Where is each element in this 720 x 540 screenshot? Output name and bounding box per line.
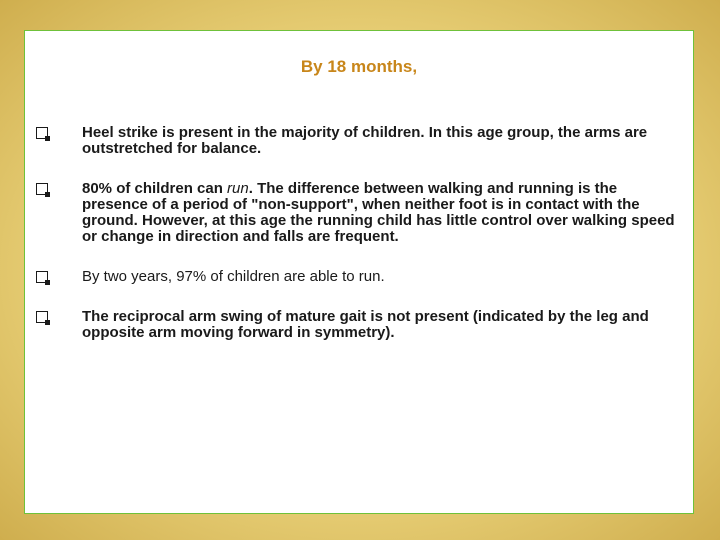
bullet-text-after: . The difference between walking and running is the presence of a period of "non-support", when neither foot is in contact with the ground. However, at this age the running child has little control over walking speed or change in direction and falls are frequent. [82, 180, 675, 245]
bullet-item [33, 125, 687, 157]
checkbox-square-icon [36, 183, 48, 195]
bullet-item [33, 309, 687, 341]
slide-title: By 18 months, [300, 57, 418, 76]
bullet-text [82, 181, 687, 245]
bullet-text: The reciprocal arm swing of mature gait is not present (indicated by the leg and opposite arm moving forward in symmetry). [82, 308, 649, 341]
bullet-text-emphasis: run [227, 180, 249, 197]
checkbox-square-icon [36, 271, 48, 283]
checkbox-square-icon [36, 311, 48, 323]
checkbox-square-icon [36, 127, 48, 139]
bullet-item [33, 181, 687, 245]
bullet-text-before: 80% of children can [82, 180, 228, 197]
bullet-text: By two years, 97% of children are able to run. [82, 268, 385, 285]
slide-panel [24, 30, 694, 514]
bullet-list [33, 125, 687, 341]
bullet-item [33, 269, 687, 285]
bullet-text: Heel strike is present in the majority of children. In this age group, the arms are outstretched for balance. [82, 124, 648, 157]
